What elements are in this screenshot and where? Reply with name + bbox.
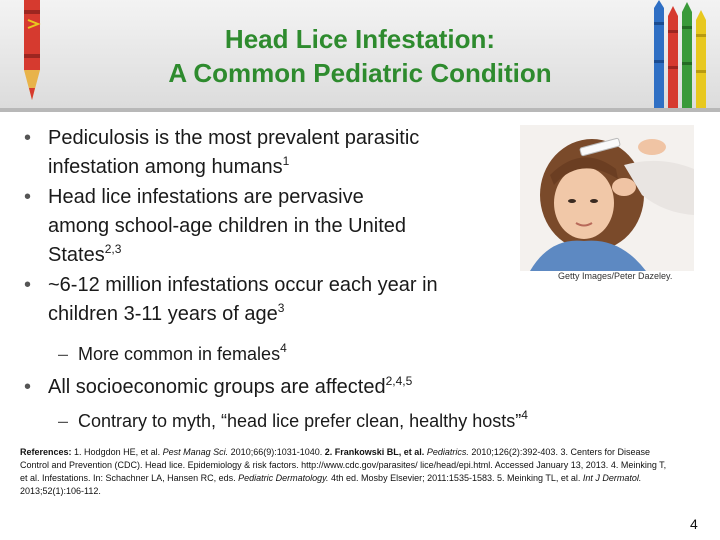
references — [20, 446, 670, 498]
reference-5-journal: Int J Dermatol. — [582, 473, 642, 483]
bullet-marker: • — [24, 127, 32, 149]
bullet-marker: • — [24, 376, 32, 398]
references-label: References: — [20, 447, 72, 457]
title-line-1: Head Lice Infestation: — [224, 24, 496, 54]
sub-bullet-text: More common in females — [78, 344, 281, 364]
citation: 1 — [282, 154, 290, 168]
photo-credit: Getty Images/Peter Dazeley. — [558, 271, 673, 281]
bullet-text: Head lice infestations are pervasive among school-age children in the United States — [48, 186, 406, 266]
header-divider — [0, 108, 720, 112]
reference-5-detail: 2013;52(1):106-112. — [20, 486, 101, 496]
page-number: 4 — [690, 516, 698, 532]
bullet-item — [20, 373, 412, 401]
citation: 4 — [521, 408, 528, 422]
reference-4: 4. Meinking T, et al. Infestations. In: Schachner LA, Hansen RC, eds. — [20, 460, 667, 483]
bullet-text: All socioeconomic groups are affected — [48, 376, 386, 398]
bullet-item — [20, 271, 490, 329]
sub-bullet — [58, 342, 287, 366]
bullet-item — [20, 124, 490, 182]
slide-title — [70, 22, 650, 90]
reference-3: 3. Centers for Disease Control and Prevention (CDC). Head lice. Epidemiology & risk factors. http://www.cdc.gov/parasites/ lice/head/epi.html. Accessed January 13, 2013. — [20, 447, 651, 470]
reference-2-detail: 2010;126(2):392-403. — [471, 447, 558, 457]
citation: 2,3 — [104, 242, 122, 256]
crayon-icon — [14, 0, 50, 104]
bullet-text: ~6-12 million infestations occur each year in children 3-11 years of age — [48, 274, 438, 325]
dash-marker: – — [58, 344, 69, 364]
citation: 2,4,5 — [385, 374, 413, 388]
dash-marker: – — [58, 411, 69, 431]
reference-4-book: Pediatric Dermatology. — [238, 473, 329, 483]
reference-2: 2. Frankowski BL, et al. — [324, 447, 425, 457]
sub-bullet-text: Contrary to myth, “head lice prefer clean, healthy hosts” — [78, 411, 522, 431]
reference-5: 5. Meinking TL, et al. — [496, 473, 581, 483]
bullet-text: Pediculosis is the most prevalent parasitic infestation among humans — [48, 127, 420, 178]
lice-check-photo — [520, 125, 694, 271]
reference-1-detail: 2010;66(9):1031-1040. — [230, 447, 323, 457]
bullet-marker: • — [24, 186, 32, 208]
citation: 4 — [280, 341, 287, 355]
reference-4-detail: 4th ed. Mosby Elsevier; 2011:1535-1583. — [331, 473, 495, 483]
title-line-2: A Common Pediatric Condition — [168, 58, 552, 88]
bullet-item — [20, 183, 490, 270]
crayons-icon — [644, 0, 720, 108]
reference-1: 1. Hodgdon HE, et al. — [74, 447, 161, 457]
sub-bullet — [58, 409, 528, 433]
citation: 3 — [277, 301, 285, 315]
bullet-marker: • — [24, 274, 32, 296]
reference-1-journal: Pest Manag Sci. — [162, 447, 229, 457]
bullet-list — [20, 124, 490, 330]
reference-2-journal: Pediatrics. — [426, 447, 469, 457]
